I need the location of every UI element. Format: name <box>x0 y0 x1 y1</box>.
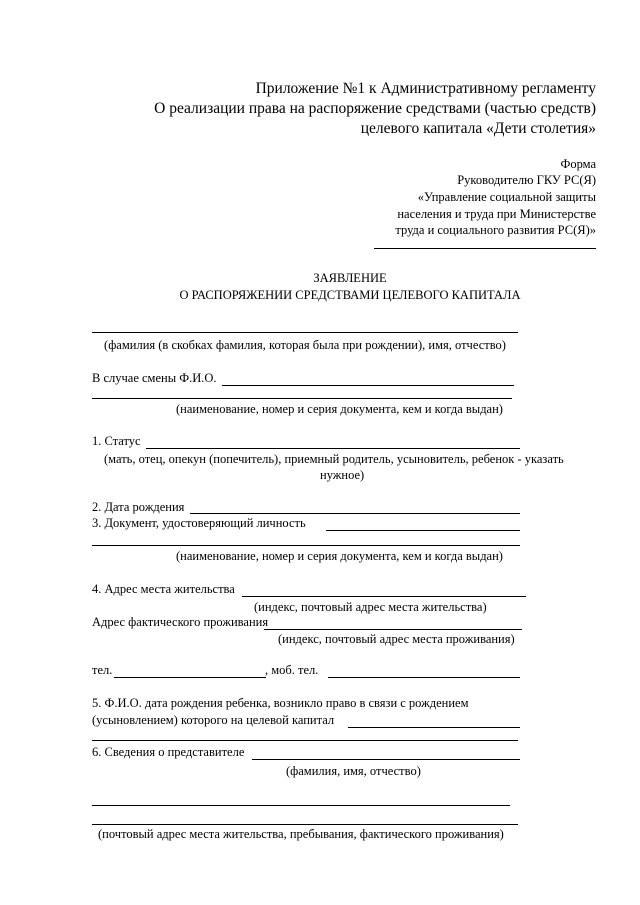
status-line[interactable] <box>146 448 520 449</box>
actual-line[interactable] <box>264 629 522 630</box>
child-line[interactable] <box>348 727 520 728</box>
residence-line[interactable] <box>242 596 526 597</box>
fio-change-line-2[interactable] <box>92 398 512 399</box>
header-line-1: Приложение №1 к Административному регламенту <box>255 80 596 97</box>
id-doc-line-2[interactable] <box>92 545 520 546</box>
address-hint: (почтовый адрес места жительства, пребывания, фактического проживания) <box>98 827 504 841</box>
addressee-line-1: Руководителю ГКУ РС(Я) <box>457 173 596 187</box>
address-line-2[interactable] <box>92 824 518 825</box>
fio-hint: (фамилия (в скобках фамилия, которая была при рождении), имя, отчество) <box>104 338 506 352</box>
addressee-signature-line[interactable] <box>374 248 596 249</box>
id-doc-label: 3. Документ, удостоверяющий личность <box>92 516 306 530</box>
mobile-line[interactable] <box>328 677 520 678</box>
address-line-1[interactable] <box>92 805 510 806</box>
status-label: 1. Статус <box>92 434 141 448</box>
child-line-2-underline[interactable] <box>92 740 518 741</box>
fio-change-label: В случае смены Ф.И.О. <box>92 371 217 385</box>
addressee-line-3: населения и труда при Министерстве <box>397 207 596 221</box>
rep-label: 6. Сведения о представителе <box>92 745 245 759</box>
residence-hint: (индекс, почтовый адрес места жительства) <box>254 600 487 614</box>
mobile-label: , моб. тел. <box>265 663 319 677</box>
title-line-1: ЗАЯВЛЕНИЕ <box>313 271 387 285</box>
actual-label: Адрес фактического проживания <box>92 615 269 629</box>
actual-hint: (индекс, почтовый адрес места проживания) <box>278 632 515 646</box>
id-doc-line[interactable] <box>326 530 520 531</box>
fio-line[interactable] <box>92 332 518 333</box>
phone-line[interactable] <box>114 677 266 678</box>
child-line-1: 5. Ф.И.О. дата рождения ребенка, возникло право в связи с рождением <box>92 696 469 710</box>
birth-label: 2. Дата рождения <box>92 500 185 514</box>
rep-hint: (фамилия, имя, отчество) <box>286 764 421 778</box>
header-line-2: О реализации права на распоряжение средствами (частью средств) <box>154 100 596 117</box>
status-hint-2: нужное) <box>320 468 365 482</box>
status-hint-1: (мать, отец, опекун (попечитель), приемный родитель, усыновитель, ребенок - указать <box>104 452 564 466</box>
addressee-line-2: «Управление социальной защиты <box>417 190 596 204</box>
header-line-3: целевого капитала «Дети столетия» <box>360 120 596 137</box>
form-label: Форма <box>560 157 596 171</box>
child-line-2: (усыновлением) которого на целевой капитал <box>92 713 335 727</box>
doc-hint: (наименование, номер и серия документа, кем и когда выдан) <box>176 402 503 416</box>
birth-line[interactable] <box>190 513 520 514</box>
rep-line[interactable] <box>252 759 520 760</box>
doc-hint-2: (наименование, номер и серия документа, кем и когда выдан) <box>176 549 503 563</box>
addressee-line-4: труда и социального развития РС(Я)» <box>395 223 596 237</box>
title-line-2: О РАСПОРЯЖЕНИИ СРЕДСТВАМИ ЦЕЛЕВОГО КАПИТАЛА <box>179 288 521 302</box>
residence-label: 4. Адрес места жительства <box>92 582 235 596</box>
phone-label: тел. <box>92 663 113 677</box>
fio-change-line[interactable] <box>222 385 514 386</box>
